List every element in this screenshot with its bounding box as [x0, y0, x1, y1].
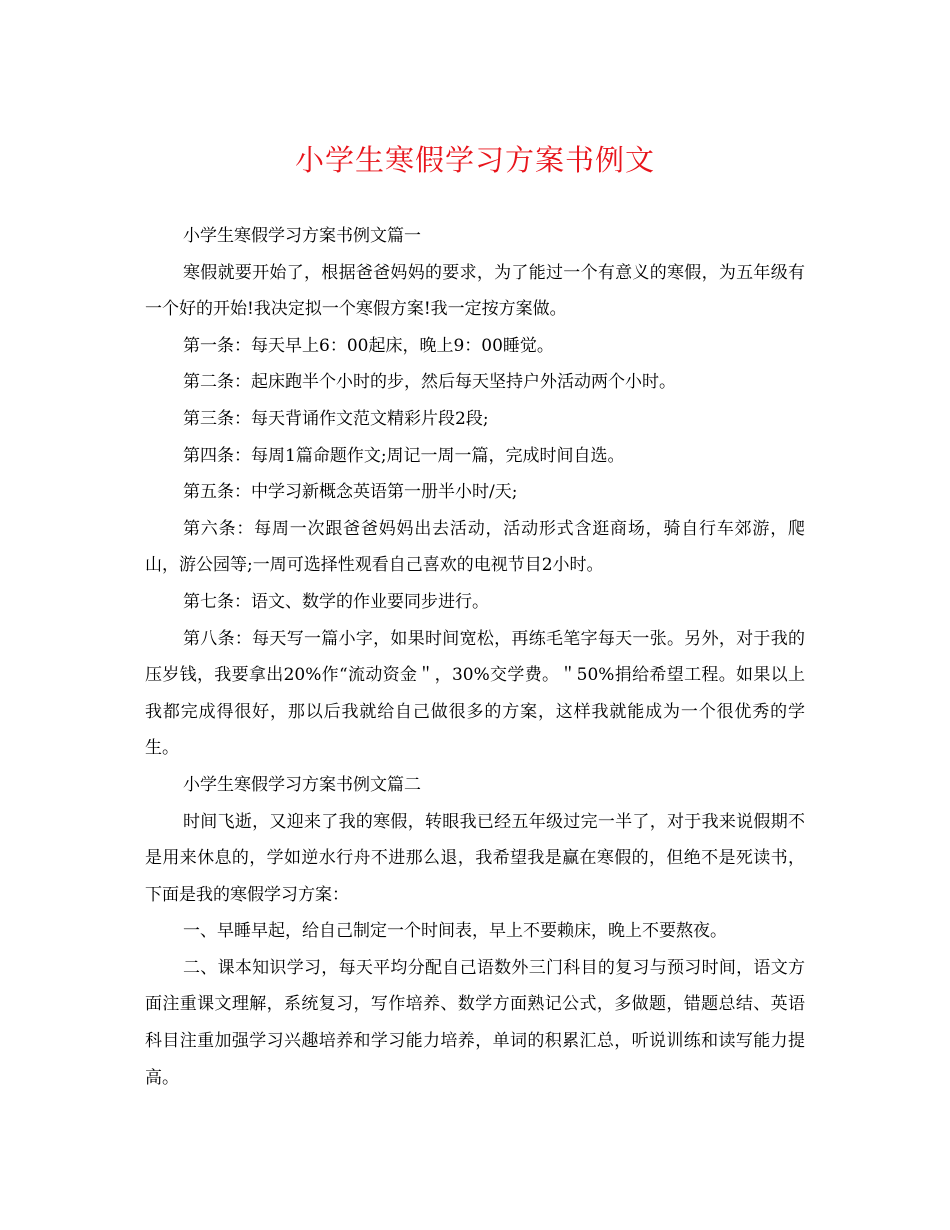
rule-item-4: 第四条：每周1篇命题作文;周记一周一篇，完成时间自选。: [183, 445, 625, 466]
document-body: [145, 218, 805, 1096]
document-title: 小学生寒假学习方案书例文: [294, 143, 655, 177]
rule-item-8: 第八条：每天写一篇小字，如果时间宽松，再练毛笔字每天一张。另外，对于我的压岁钱，我要拿出20%作“流动资金＂，30%交学费。＂50%捐给希望工程。如果以上我都完成得很好，那以后我就给自己做很多的方案，这样我就能成为一个很优秀的学生。: [145, 628, 805, 759]
plan-item-1: 一、早睡早起，给自己制定一个时间表，早上不要赖床，晚上不要熬夜。: [183, 921, 727, 942]
rule-item-5: 第五条：中学习新概念英语第一册半小时/天;: [183, 482, 518, 503]
section-heading-1: 小学生寒假学习方案书例文篇一: [183, 226, 421, 246]
rule-item-6: 第六条：每周一次跟爸爸妈妈出去活动，活动形式含逛商场，骑自行车郊游，爬山，游公园等;一周可选择性观看自己喜欢的电视节目2小时。: [145, 518, 805, 576]
rule-item-2: 第二条：起床跑半个小时的步，然后每天坚持户外活动两个小时。: [183, 372, 676, 393]
intro-paragraph-2: 时间飞逝，又迎来了我的寒假，转眼我已经五年级过完一半了，对于我来说假期不是用来休息的，学如逆水行舟不进那么退，我希望我是赢在寒假的，但绝不是死读书，下面是我的寒假学习方案：: [145, 811, 805, 905]
rule-item-1: 第一条：每天早上6：00起床，晚上9：00睡觉。: [183, 335, 554, 356]
rule-item-3: 第三条：每天背诵作文范文精彩片段2段;: [183, 408, 489, 429]
plan-item-2: 二、课本知识学习，每天平均分配自己语数外三门科目的复习与预习时间，语文方面注重课文理解，系统复习，写作培养、数学方面熟记公式，多做题，错题总结、英语科目注重加强学习兴趣培养和学习能力培养，单词的积累汇总，听说训练和读写能力提高。: [145, 957, 805, 1088]
section-heading-2: 小学生寒假学习方案书例文篇二: [183, 774, 421, 795]
rule-item-7: 第七条：语文、数学的作业要同步进行。: [183, 591, 489, 612]
intro-paragraph: 寒假就要开始了，根据爸爸妈妈的要求，为了能过一个有意义的寒假，为五年级有一个好的开始!我决定拟一个寒假方案!我一定按方案做。: [145, 262, 805, 320]
